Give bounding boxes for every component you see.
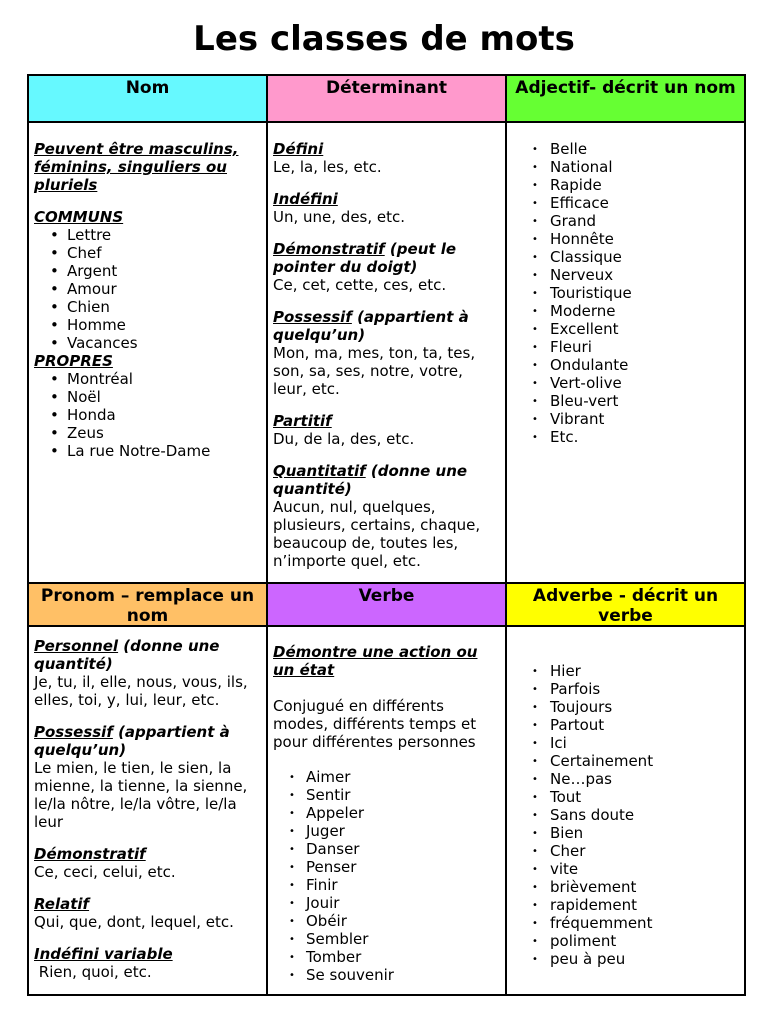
section-term: Personnel [34, 637, 119, 655]
list-item: • Amour [34, 280, 261, 298]
list-item: • Sans doute [512, 806, 739, 824]
list-item: • Grand [512, 212, 739, 230]
section-text: Le mien, le tien, le sien, la mienne, la tienne, la sienne, le/la nôtre, le/la vôtre, le/la leur [34, 759, 253, 831]
list-item: • brièvement [512, 878, 739, 896]
list-item: • Tout [512, 788, 739, 806]
list-item: • Zeus [34, 424, 261, 442]
section-term: Partitif [273, 412, 332, 430]
section-term: Défini [273, 140, 324, 158]
section-note: (donne une quantité) [34, 637, 220, 673]
list-item: • Argent [34, 262, 261, 280]
pronom-sections [34, 637, 261, 981]
section-text: Qui, que, dont, lequel, etc. [34, 913, 234, 931]
term-section [34, 945, 261, 981]
list-item: • Classique [512, 248, 739, 266]
list-item: • Danser [273, 840, 500, 858]
adverbe-header: Adverbe - décrit un verbe [507, 584, 744, 627]
section-note: (donne une quantité) [273, 462, 468, 498]
list-item: • Obéir [273, 912, 500, 930]
section-text: Rien, quoi, etc. [34, 963, 152, 981]
section-term: Indéfini variable [34, 945, 173, 963]
verbe-list [273, 768, 500, 984]
determinant-header: Déterminant [268, 76, 507, 123]
list-item: • Montréal [34, 370, 261, 388]
section-term: Quantitatif [273, 462, 366, 480]
list-item: • Belle [512, 140, 739, 158]
list-item: • Sentir [273, 786, 500, 804]
section-text: Le, la, les, etc. [273, 158, 382, 176]
term-section [273, 240, 500, 294]
section-text: Ce, cet, cette, ces, etc. [273, 276, 447, 294]
list-item: • peu à peu [512, 950, 739, 968]
list-item: • Chien [34, 298, 261, 316]
list-item: • Toujours [512, 698, 739, 716]
list-item: • Ondulante [512, 356, 739, 374]
section-text: Un, une, des, etc. [273, 208, 406, 226]
list-item: • Cher [512, 842, 739, 860]
section-term: Relatif [34, 895, 90, 913]
verbe-header: Verbe [268, 584, 507, 627]
list-item: • Excellent [512, 320, 739, 338]
word-classes-table [27, 74, 746, 996]
adverbe-list [512, 662, 739, 968]
determinant-sections [273, 140, 500, 570]
term-section [273, 190, 500, 226]
adverbe-cell [507, 627, 744, 994]
adjectif-header: Adjectif- décrit un nom [507, 76, 744, 123]
list-item: • Homme [34, 316, 261, 334]
term-section [273, 462, 500, 570]
term-section [273, 308, 500, 398]
list-item: • La rue Notre-Dame [34, 442, 261, 460]
propres-list [34, 370, 261, 460]
list-item: • Noël [34, 388, 261, 406]
list-item: • Appeler [273, 804, 500, 822]
section-term: Démonstratif [273, 240, 385, 258]
section-term: Possessif [34, 723, 113, 741]
list-item: • vite [512, 860, 739, 878]
list-item: • fréquemment [512, 914, 739, 932]
list-item: • Hier [512, 662, 739, 680]
list-item: • Touristique [512, 284, 739, 302]
page-title: Les classes de mots [193, 19, 575, 59]
list-item: • Penser [273, 858, 500, 876]
section-text: Je, tu, il, elle, nous, vous, ils, elles, toi, y, lui, leur, etc. [34, 673, 253, 709]
list-item: • Chef [34, 244, 261, 262]
list-item: • Vert-olive [512, 374, 739, 392]
nom-header: Nom [29, 76, 268, 123]
list-item: • Parfois [512, 680, 739, 698]
section-text: Ce, ceci, celui, etc. [34, 863, 176, 881]
verbe-cell [268, 627, 507, 994]
list-item: • poliment [512, 932, 739, 950]
list-item: • Jouir [273, 894, 500, 912]
list-item: • Tomber [273, 948, 500, 966]
determinant-cell [268, 123, 507, 584]
communs-label: COMMUNS [34, 208, 124, 226]
section-text: Aucun, nul, quelques, plusieurs, certains, chaque, beaucoup de, toutes les, n’importe quel, etc. [273, 498, 485, 570]
propres-label: PROPRES [34, 352, 113, 370]
section-term: Démonstratif [34, 845, 146, 863]
list-item: • Ici [512, 734, 739, 752]
verbe-description: Conjugué en différents modes, différents temps et pour différentes personnes [273, 697, 477, 751]
term-section [34, 845, 261, 881]
list-item: • Rapide [512, 176, 739, 194]
list-item: • Partout [512, 716, 739, 734]
nom-intro: Peuvent être masculins, féminins, singuliers ou pluriels [34, 140, 239, 194]
term-section [34, 895, 261, 931]
list-item: • Efficace [512, 194, 739, 212]
list-item: • Vibrant [512, 410, 739, 428]
communs-list [34, 226, 261, 352]
term-section [34, 637, 261, 709]
term-section [34, 723, 261, 831]
list-item: • National [512, 158, 739, 176]
section-note: (appartient à quelqu’un) [34, 723, 230, 759]
verbe-intro: Démontre une action ou un état [273, 643, 478, 679]
list-item: • Honda [34, 406, 261, 424]
list-item: • Moderne [512, 302, 739, 320]
list-item: • Bleu-vert [512, 392, 739, 410]
nom-cell [29, 123, 268, 584]
list-item: • Finir [273, 876, 500, 894]
list-item: • Ne…pas [512, 770, 739, 788]
section-text: Du, de la, des, etc. [273, 430, 415, 448]
list-item: • Vacances [34, 334, 261, 352]
list-item: • Bien [512, 824, 739, 842]
list-item: • Sembler [273, 930, 500, 948]
term-section [273, 140, 500, 176]
list-item: • Juger [273, 822, 500, 840]
list-item: • Nerveux [512, 266, 739, 284]
section-term: Indéfini [273, 190, 338, 208]
term-section [273, 412, 500, 448]
list-item: • Fleuri [512, 338, 739, 356]
list-item: • Honnête [512, 230, 739, 248]
section-text: Mon, ma, mes, ton, ta, tes, son, sa, ses, notre, votre, leur, etc. [273, 344, 480, 398]
section-term: Possessif [273, 308, 352, 326]
list-item: • Etc. [512, 428, 739, 446]
list-item: • Lettre [34, 226, 261, 244]
list-item: • Aimer [273, 768, 500, 786]
list-item: • rapidement [512, 896, 739, 914]
list-item: • Certainement [512, 752, 739, 770]
adjectif-list [512, 140, 739, 446]
section-note: (appartient à quelqu’un) [273, 308, 469, 344]
adjectif-cell [507, 123, 744, 584]
section-note: (peut le pointer du doigt) [273, 240, 457, 276]
list-item: • Se souvenir [273, 966, 500, 984]
pronom-cell [29, 627, 268, 994]
pronom-header: Pronom – remplace un nom [29, 584, 268, 627]
